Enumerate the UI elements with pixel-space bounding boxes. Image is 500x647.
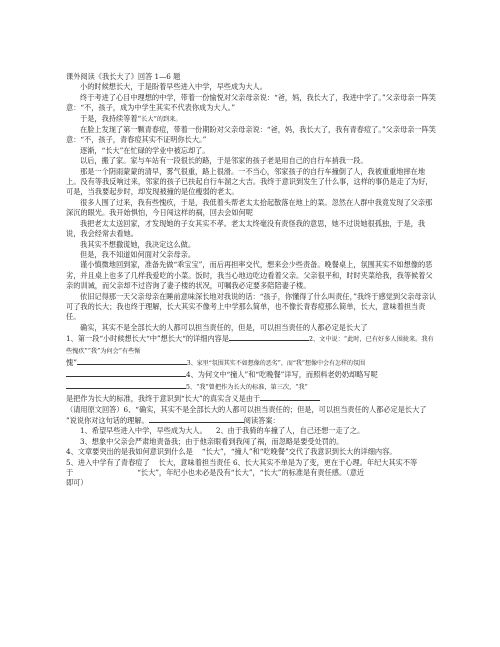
paragraph-3	[66, 114, 436, 125]
paragraph-3-part-b: 长大	[141, 115, 154, 123]
answer-key-heading: 阅读答案：	[243, 416, 280, 425]
answer-4	[66, 447, 436, 457]
question-6-cont	[66, 415, 436, 426]
answer-blank-1	[229, 333, 309, 341]
question-2-tail: 愧”	[66, 357, 77, 367]
question-6-text: 6、“确实，其实不是全部长大的人都可以担当责任的；但是，可以担当责任的人都必定是长大了	[123, 404, 427, 414]
answer-blank-5	[260, 393, 320, 401]
paragraph-3-part-a: 于是，我持续等着“	[80, 113, 142, 123]
question-5-note: （请用原文回答）	[66, 404, 124, 414]
answer-5-text-b: 长大，意味着担当责任 6、长大其实不单是为了变，更在于心理。年纪大其实不等	[158, 457, 418, 467]
paragraph-9: 我把老太太送回家，才发现她的子女其实不孝。老太太终毫没有责怪我的意思，她不过说她很孤独，于是，我说，我会经常去看她。	[66, 218, 426, 239]
answer-3: 3、想象中父亲会严肃地责备我；由于他亲眼看到我闯了祸，而忽略是要受处罚的。	[80, 436, 344, 446]
question-2-text: 2、文中说：“此时，已有好多人围拢来。我有些愧疚”“我”为何会“有些惭	[66, 336, 434, 355]
paragraph-12: 谨小慎微地回到家，准备先做“乖宝宝”，而后再担率交代，想来会少些责备。晚餐桌上，氛围其实不如想像的恶劣，并且桌上也多了几样我爱吃的小菜。饭时，我当心地边吃边看着父亲。父亲很平和，时时夹菜给我，我等候着父亲的训诫，而父亲却不过咨询了妻子楼的状况，可嘱我必定要多陪陪妻子楼。	[66, 260, 433, 291]
question-5-text: 5、“我”曾把作为长大的标准，第三次，“我”	[186, 383, 308, 391]
paragraph-2: 终于考进了心目中理想的中学，带着一份愉悦对父亲母亲说：“爸，妈，我长大了，我进中学了。”父亲母亲一阵笑意：“不，孩子，成为中学生其实不代表你成为大人。”	[66, 92, 436, 113]
question-6-text-b: ”说说你对这句话的理解。	[66, 416, 149, 425]
question-4-5	[66, 381, 436, 393]
paragraph-5: 逐渐，“长大”在忙碌的学业中被忘却了。	[80, 145, 210, 155]
paragraph-14: 确实，其实不是全部长大的人都可以担当责任的，但是，可以担当责任的人都必定是长大了	[80, 322, 368, 332]
answer-2: 2、由于我骑的车撞了人，自己还想一走了之。	[215, 426, 365, 436]
paragraph-1: 小的时候想长大，于是盼着早些进入中学，早些成为大人。	[80, 82, 267, 92]
answer-blank-4	[66, 381, 186, 389]
answer-blank-2	[77, 357, 187, 365]
answer-5-text-c: 于	[66, 468, 74, 478]
answer-6	[66, 468, 436, 478]
question-5-6	[66, 405, 436, 415]
paragraph-6: 以后，搬了家。家与车站有一段很长的路，于是邻家的孩子老是用自己的自行车捎我一段。	[80, 156, 368, 166]
paragraph-4: 在脸上发现了第一颗青春痘，带着一份期盼对父亲母亲说：“爸，妈，我长大了，我有青春痘了。”父亲母亲一阵笑意：“不，孩子，青春痘其实不证明你长大。”	[66, 125, 436, 145]
answer-5	[66, 458, 436, 468]
question-5-cont	[66, 393, 436, 404]
answer-4-text-b: “长大”，“撞人”和“吃晚餐”交代了我意识到长大的详细内容。	[201, 447, 397, 457]
exercise-title: 课外阅读《我长大了》回答 1—6 题	[66, 72, 181, 81]
document-page	[66, 72, 436, 489]
paragraph-3-part-c: ”的到来。	[153, 115, 182, 123]
answer-1: 1、希望早些进入中学，早些成为大人。	[80, 426, 207, 436]
answer-4-text-a: 4、文章要突出的是我如何意识到什么是	[66, 447, 193, 457]
question-4-text: 4、为何文中“撞人”和“吃晚餐”详写，而照料老奶奶却略写呢	[186, 370, 378, 380]
paragraph-13: 依旧记得那一天父亲母亲在睡前意味深长地对我说的话：“孩子，你懂得了什么叫责任，”我终于感觉到父亲母亲认可了我的长大；我也终于理解，长大其实不像考上中学那么简单，也不像长青春痘那么简单，长大，意味着担当责任。	[66, 291, 436, 322]
answer-1-2	[66, 426, 436, 436]
paragraph-11: 但是，我不知道如何面对父亲母亲。	[80, 249, 196, 259]
question-3-text: 3、家里“氛围其实不如想像的恶劣”，而“我”想像中会有怎样的氛围	[186, 359, 365, 367]
question-1-2	[66, 333, 436, 357]
paragraph-7: 那是一个阴雨蒙蒙的清早，雾气很重，路上很滑。一不当心，邻家孩子的自行车撞倒了人，我被重重地摔在地上。没有等我反响过来，邻家的孩子已扶起自行车溜之大吉。我终于意识到发生了什么事，这样的事仍是走了为好，可是，当我要起步时，却发现被撞的是位瘦弱的老太。	[66, 166, 433, 197]
answer-5-text-a: 5、进入中学有了青春痘了	[66, 457, 150, 467]
answer-blank-6	[149, 415, 244, 423]
answer-6-end: 即可）	[66, 478, 88, 488]
answer-blank-3	[66, 369, 186, 377]
question-1-text: 1、第一段“小时候想长大“中”想长大“的详细内容是	[66, 334, 230, 344]
question-3-4	[66, 369, 436, 380]
paragraph-10: 我其实不想撒谎她，我决定这么做。	[80, 239, 196, 249]
question-5-text-b: 是把作为长大的标准，我终于意识到“长大”的真实含义是由于	[66, 394, 261, 404]
question-2-3	[66, 357, 436, 369]
paragraph-8: 很多人围了过来，我有些愧疚，于是，我低着头帮老太太拾起散落在地上的菜。忽然在人群中我竟发现了父亲那深沉的眼光。我开始惧怕，今日闯这样的祸，回去会如何呢	[66, 197, 433, 218]
answer-6-text: “长大”，年纪小也未必是没有“长大”，“长大”的标准是有责任感。（意近	[137, 468, 365, 478]
